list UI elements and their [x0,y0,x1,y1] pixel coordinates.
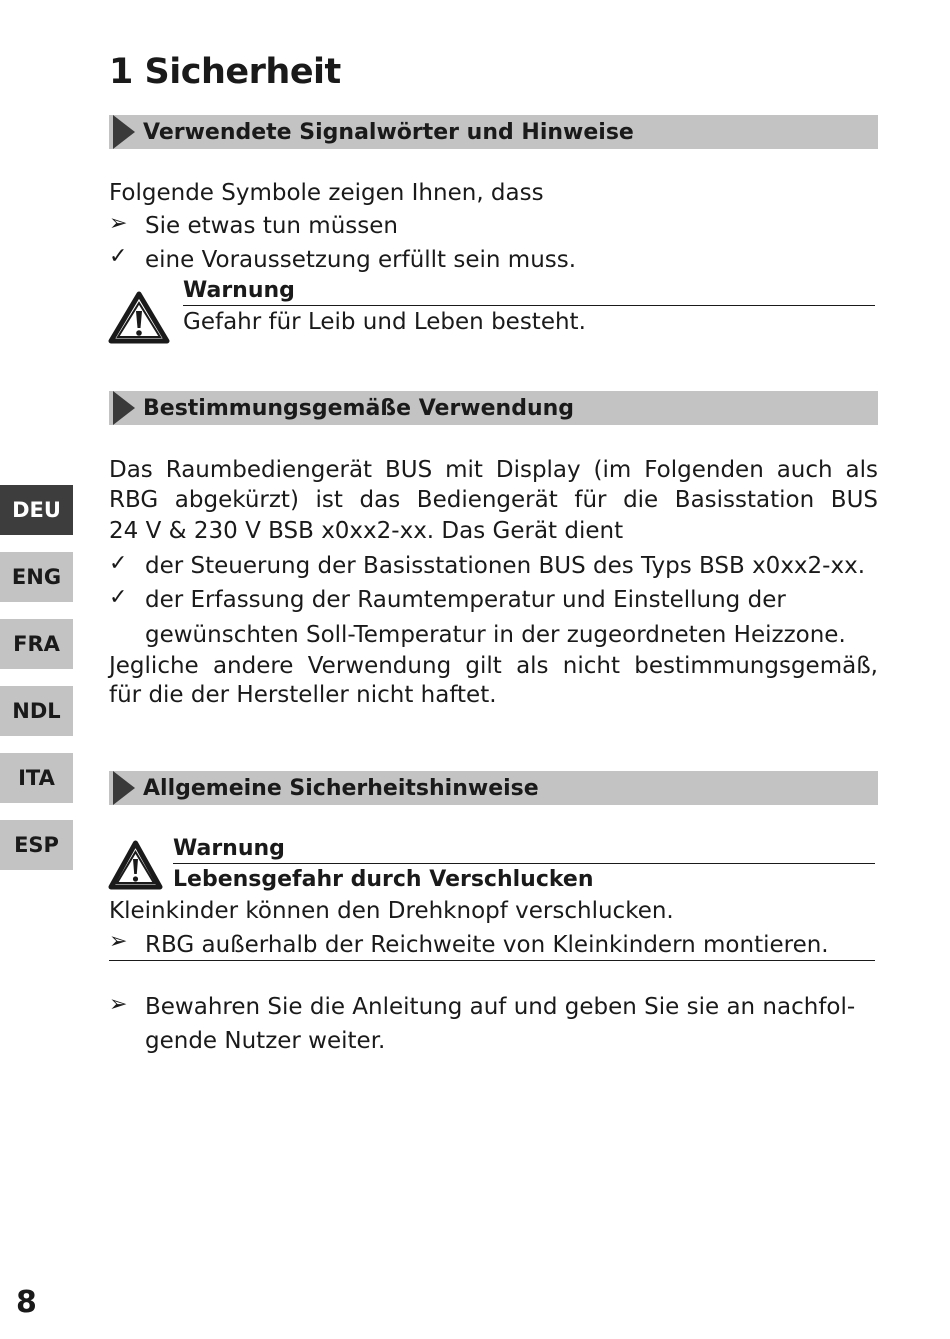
closing-line: für die der Hersteller nicht haftet. [109,682,497,708]
check-text: der Erfassung der Raumtemperatur und Einstellung der [145,587,786,613]
warning-bottom-divider [109,960,875,961]
triangle-right-icon [113,391,135,425]
section-header-intended-use [109,391,878,425]
arrow-bullet-icon: ➢ [109,992,128,1017]
tab-eng[interactable]: ENG [0,552,73,602]
warning-action: RBG außerhalb der Reichweite von Kleinkindern montieren. [145,932,829,958]
arrow-bullet-icon: ➢ [109,929,128,954]
warning-divider [173,863,875,864]
bullet-text: eine Voraussetzung erfüllt sein muss. [145,247,577,273]
warning-triangle-icon [108,291,170,344]
arrow-bullet-icon: ➢ [109,211,128,236]
check-bullet-icon: ✓ [109,585,128,610]
section-heading: Bestimmungsgemäße Verwendung [143,395,575,421]
warning-text: Kleinkinder können den Drehknopf verschlucken. [109,898,674,924]
warning-title: Warnung [173,836,285,861]
check-text-continuation: gewünschten Soll-Temperatur in der zugeordneten Heizzone. [145,622,846,648]
warning-subtitle: Lebensgefahr durch Verschlucken [173,867,594,892]
instruction-line: Bewahren Sie die Anleitung auf und geben Sie sie an nachfol- [145,994,856,1020]
section-heading: Allgemeine Sicherheitshinweise [143,775,539,801]
paragraph-line: RBG abgekürzt) ist das Bediengerät für die Basisstation BUS [109,487,878,513]
check-bullet-icon: ✓ [109,551,128,576]
triangle-right-icon [113,771,135,805]
triangle-right-icon [113,115,135,149]
paragraph-line: Das Raumbediengerät BUS mit Display (im Folgenden auch als [109,457,878,483]
section-heading: Verwendete Signalwörter und Hinweise [143,119,634,145]
check-text: der Steuerung der Basisstationen BUS des Typs BSB x0xx2-xx. [145,553,866,579]
closing-line: Jegliche andere Verwendung gilt als nicht bestimmungsgemäß, [109,653,878,679]
check-bullet-icon: ✓ [109,244,128,269]
warning-title: Warnung [183,278,295,303]
bullet-text: Sie etwas tun müssen [145,213,398,239]
intro-text: Folgende Symbole zeigen Ihnen, dass [109,180,544,206]
tab-deu[interactable]: DEU [0,485,73,535]
tab-ita[interactable]: ITA [0,753,73,803]
paragraph-line: 24 V & 230 V BSB x0xx2-xx. Das Gerät dient [109,518,624,544]
tab-esp[interactable]: ESP [0,820,73,870]
warning-triangle-icon [108,840,163,890]
page-number: 8 [16,1285,37,1320]
tab-ndl[interactable]: NDL [0,686,73,736]
section-header-signal-words [109,115,878,149]
warning-text: Gefahr für Leib und Leben besteht. [183,309,586,335]
tab-fra[interactable]: FRA [0,619,73,669]
chapter-title: 1 Sicherheit [109,52,341,92]
instruction-line: gende Nutzer weiter. [145,1028,386,1054]
section-header-general-safety [109,771,878,805]
